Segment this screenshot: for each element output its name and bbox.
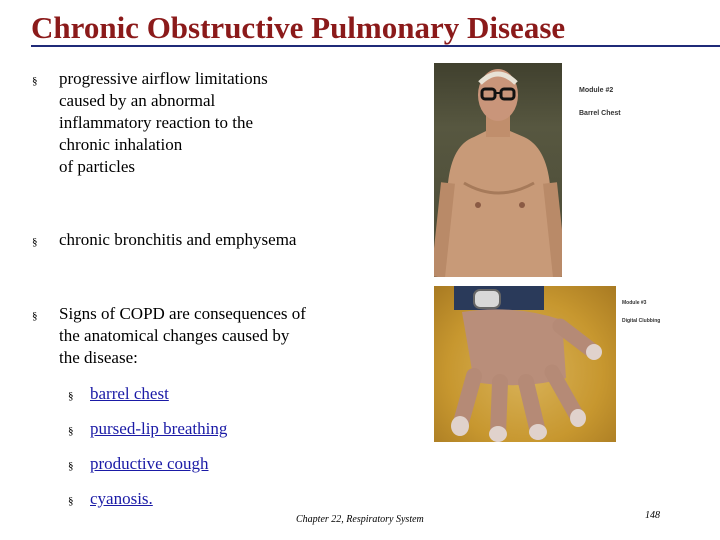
- figure1-module-label: Module #2: [579, 87, 614, 94]
- bullet-types: [32, 229, 296, 253]
- figure2-module-label: Module #3: [622, 300, 647, 306]
- figure1-caption: Barrel Chest: [579, 110, 621, 117]
- bullet-marker: §: [32, 75, 38, 87]
- sub-bullet-marker: §: [68, 390, 74, 402]
- sub-bullet-marker: §: [68, 495, 74, 507]
- barrel-chest-photo: [434, 63, 562, 277]
- sub-bullet-cyanosis: [68, 488, 153, 512]
- barrel-chest-figure: [434, 63, 562, 277]
- sub-bullet-marker: §: [68, 460, 74, 472]
- sub-bullet-cough: [68, 453, 209, 477]
- link-productive-cough[interactable]: productive cough: [90, 454, 209, 473]
- slide-title: Chronic Obstructive Pulmonary Disease: [31, 10, 571, 46]
- bullet-text: chronic bronchitis and emphysema: [59, 230, 297, 249]
- link-cyanosis[interactable]: cyanosis.: [90, 489, 153, 508]
- page-number: 148: [645, 510, 660, 521]
- title-underline: [31, 45, 720, 47]
- bullet-marker: §: [32, 310, 38, 322]
- sub-bullet-pursed-lip: [68, 418, 227, 442]
- sub-bullet-barrel-chest: [68, 383, 169, 407]
- footer-chapter: Chapter 22, Respiratory System: [296, 514, 424, 525]
- figure2-caption: Digital Clubbing: [622, 318, 661, 324]
- link-pursed-lip-breathing[interactable]: pursed-lip breathing: [90, 419, 228, 438]
- bullet-text: Signs of COPD are consequences of the anatomical changes caused by the disease:: [59, 304, 306, 367]
- bullet-text: progressive airflow limitations caused by an abnormal inflammatory reaction to the chronic inhalation of particles: [59, 69, 268, 176]
- clubbed-hand-figure: [434, 286, 616, 442]
- digital-clubbing-photo: [434, 286, 616, 442]
- sub-bullet-marker: §: [68, 425, 74, 437]
- bullet-marker: §: [32, 236, 38, 248]
- bullet-definition: [32, 68, 268, 178]
- link-barrel-chest[interactable]: barrel chest: [90, 384, 169, 403]
- bullet-signs: [32, 303, 306, 369]
